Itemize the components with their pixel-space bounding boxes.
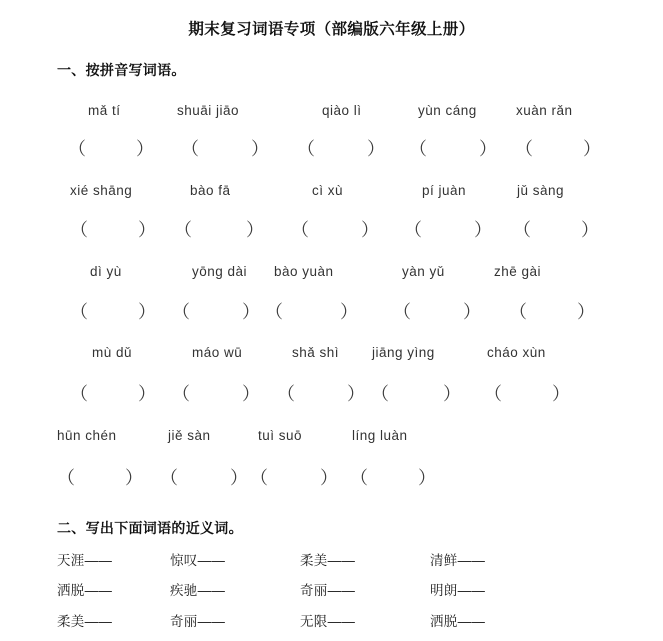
pinyin-label: xuàn rǎn: [516, 103, 573, 118]
paren-close: ）: [138, 384, 156, 404]
pinyin-label: dì yù: [90, 264, 122, 279]
paren-open: （: [484, 384, 502, 404]
synonym-row: [0, 549, 663, 571]
pinyin-label: jiāng yìng: [372, 345, 435, 360]
pinyin-label: tuì suō: [258, 428, 303, 443]
paren-close: ）: [463, 302, 481, 322]
paren-close: ）: [577, 302, 595, 322]
paren-open: （: [393, 302, 411, 322]
document-title: 期末复习词语专项（部编版六年级上册）: [188, 21, 475, 38]
paren-close: ）: [418, 468, 436, 488]
pinyin-label: jǔ sàng: [517, 183, 565, 198]
pinyin-label: yōng dài: [192, 264, 248, 279]
paren-open: （: [350, 468, 368, 488]
paren-open: （: [174, 220, 192, 240]
paren-open: （: [297, 139, 315, 159]
answer-blank-row: [0, 220, 663, 246]
answer-blank-row: [0, 384, 663, 410]
pinyin-label: cì xù: [312, 183, 344, 198]
pinyin-label: yàn yǔ: [402, 264, 445, 279]
paren-close: ）: [320, 468, 338, 488]
answer-blank-row: [0, 139, 663, 165]
synonym-prompt[interactable]: 无限——: [300, 614, 356, 629]
paren-open: （: [160, 468, 178, 488]
paren-open: （: [68, 139, 86, 159]
synonym-prompt[interactable]: 柔美——: [300, 553, 356, 568]
paren-open: （: [371, 384, 389, 404]
paren-close: ）: [367, 139, 385, 159]
pinyin-label: líng luàn: [352, 428, 408, 443]
answer-blank[interactable]: [70, 384, 156, 410]
answer-blank[interactable]: [250, 468, 338, 494]
synonym-prompt[interactable]: 天涯——: [57, 553, 113, 568]
paren-close: ）: [340, 302, 358, 322]
paren-open: （: [70, 384, 88, 404]
paren-close: ）: [230, 468, 248, 488]
synonym-prompt[interactable]: 柔美——: [57, 614, 113, 629]
paren-close: ）: [552, 384, 570, 404]
pinyin-label: bào fā: [190, 183, 231, 198]
synonym-prompt[interactable]: 奇丽——: [170, 614, 226, 629]
synonym-row: [0, 579, 663, 601]
answer-blank[interactable]: [265, 302, 358, 328]
paren-close: ）: [136, 139, 154, 159]
answer-blank[interactable]: [291, 220, 379, 246]
answer-blank[interactable]: [277, 384, 365, 410]
paren-open: （: [265, 302, 283, 322]
synonym-prompt[interactable]: 洒脱——: [430, 614, 486, 629]
answer-blank[interactable]: [409, 139, 497, 165]
answer-blank[interactable]: [371, 384, 461, 410]
section-heading-1: 一、按拼音写词语。: [57, 62, 186, 78]
synonym-prompt[interactable]: 疾驰——: [170, 583, 226, 598]
pinyin-label: cháo xùn: [487, 345, 546, 360]
paren-close: ）: [443, 384, 461, 404]
synonym-prompt[interactable]: 明朗——: [430, 583, 486, 598]
answer-blank[interactable]: [181, 139, 269, 165]
answer-blank[interactable]: [297, 139, 385, 165]
paren-close: ）: [474, 220, 492, 240]
answer-blank-row: [0, 468, 663, 494]
synonym-prompt[interactable]: 清鲜——: [430, 553, 486, 568]
paren-close: ）: [361, 220, 379, 240]
paren-open: （: [172, 384, 190, 404]
answer-blank[interactable]: [350, 468, 436, 494]
synonym-prompt[interactable]: 洒脱——: [57, 583, 113, 598]
pinyin-row: [0, 428, 663, 448]
paren-close: ）: [583, 139, 601, 159]
answer-blank[interactable]: [174, 220, 264, 246]
pinyin-label: bào yuàn: [274, 264, 334, 279]
paren-close: ）: [242, 384, 260, 404]
paren-open: （: [70, 302, 88, 322]
paren-open: （: [57, 468, 75, 488]
answer-blank[interactable]: [70, 302, 156, 328]
paren-close: ）: [138, 220, 156, 240]
paren-open: （: [513, 220, 531, 240]
paren-open: （: [404, 220, 422, 240]
paren-open: （: [515, 139, 533, 159]
pinyin-label: shuāi jiāo: [177, 103, 240, 118]
paren-close: ）: [242, 302, 260, 322]
answer-blank[interactable]: [515, 139, 601, 165]
pinyin-row: [0, 345, 663, 365]
answer-blank-row: [0, 302, 663, 328]
answer-blank[interactable]: [509, 302, 595, 328]
paren-open: （: [277, 384, 295, 404]
paren-close: ）: [251, 139, 269, 159]
pinyin-label: jiě sàn: [168, 428, 211, 443]
pinyin-label: mǎ tí: [88, 103, 121, 118]
paren-open: （: [181, 139, 199, 159]
paren-open: （: [70, 220, 88, 240]
paren-close: ）: [479, 139, 497, 159]
pinyin-label: zhē gài: [494, 264, 542, 279]
paren-close: ）: [246, 220, 264, 240]
paren-open: （: [291, 220, 309, 240]
pinyin-label: pí juàn: [422, 183, 467, 198]
pinyin-row: [0, 103, 663, 123]
pinyin-label: mù dǔ: [92, 345, 133, 360]
pinyin-label: hūn chén: [57, 428, 117, 443]
pinyin-label: shǎ shì: [292, 345, 340, 360]
answer-blank[interactable]: [513, 220, 599, 246]
answer-blank[interactable]: [484, 384, 570, 410]
answer-blank[interactable]: [172, 302, 260, 328]
paren-close: ）: [125, 468, 143, 488]
answer-blank[interactable]: [160, 468, 248, 494]
synonym-row: [0, 610, 663, 632]
synonym-prompt[interactable]: 奇丽——: [300, 583, 356, 598]
pinyin-label: xié shāng: [70, 183, 133, 198]
pinyin-row: [0, 183, 663, 203]
synonym-prompt[interactable]: 惊叹——: [170, 553, 226, 568]
answer-blank[interactable]: [404, 220, 492, 246]
pinyin-label: máo wū: [192, 345, 243, 360]
section-heading-2: 二、写出下面词语的近义词。: [57, 520, 243, 536]
answer-blank[interactable]: [57, 468, 143, 494]
answer-blank[interactable]: [393, 302, 481, 328]
pinyin-label: qiào lì: [322, 103, 362, 118]
answer-blank[interactable]: [70, 220, 156, 246]
answer-blank[interactable]: [68, 139, 154, 165]
pinyin-label: yùn cáng: [418, 103, 477, 118]
answer-blank[interactable]: [172, 384, 260, 410]
paren-open: （: [409, 139, 427, 159]
paren-open: （: [172, 302, 190, 322]
paren-open: （: [250, 468, 268, 488]
paren-open: （: [509, 302, 527, 322]
paren-close: ）: [347, 384, 365, 404]
pinyin-row: [0, 264, 663, 284]
paren-close: ）: [138, 302, 156, 322]
paren-close: ）: [581, 220, 599, 240]
